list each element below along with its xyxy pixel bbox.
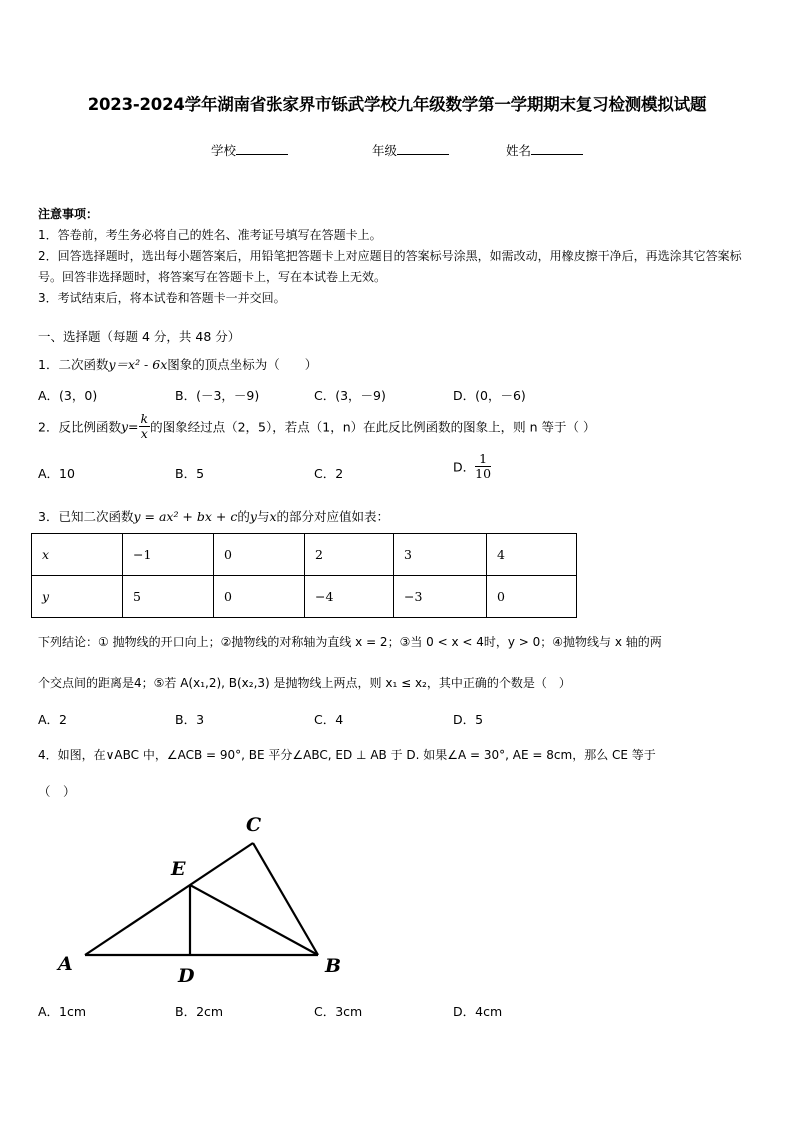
value-table: [31, 533, 577, 618]
table-cell: −4: [305, 576, 394, 618]
q4-option-d: D．4cm: [453, 1004, 503, 1019]
grade-label: 年级: [372, 143, 398, 158]
q2-option-d-fraction: $\frac{1}{10}$: [475, 451, 492, 481]
notes-heading: 注意事项：: [38, 207, 99, 221]
label-a: A: [58, 953, 73, 975]
label-d: D: [178, 965, 195, 987]
q3-prefix: 3．已知二次函数: [38, 509, 134, 524]
q1-option-a: A．(3，0): [38, 388, 98, 403]
label-c: C: [246, 814, 262, 836]
q1-prefix: 1．二次函数: [38, 357, 109, 372]
table-row: [32, 534, 577, 576]
q2-suffix: 的图象经过点（2，5），若点（1，n）在此反比例函数的图象上，则 n 等于（ ）: [150, 419, 596, 435]
page-title: 2023-2024学年湖南省张家界市铄武学校九年级数学第一学期期末复习检测模拟试题: [87, 95, 707, 114]
segment-ac: [85, 843, 253, 955]
q2-option-d: D． $\frac{1}{10}$: [453, 451, 492, 481]
table-row: [32, 576, 577, 618]
question-1: [38, 355, 317, 373]
q4-option-b: B．2cm: [175, 1004, 224, 1019]
table-cell: 0: [214, 576, 305, 618]
q2-option-a: A．10: [38, 466, 75, 481]
table-cell: −3: [394, 576, 487, 618]
note-item: 3．考试结束后，将本试卷和答题卡一并交回。: [38, 291, 286, 305]
question-4-answer-paren: （ ）: [38, 784, 76, 799]
q2-option-b: B．5: [175, 466, 205, 481]
q3-option-c: C．4: [314, 712, 344, 727]
question-4: 4．如图，在∨ABC 中，∠ACB = 90°, BE 平分∠ABC, ED ⊥ AB 于 D. 如果∠A = 30°, AE = 8cm，那么 CE 等于: [38, 748, 656, 762]
table-cell: 5: [123, 576, 214, 618]
q2-prefix: 2．反比例函数: [38, 419, 121, 435]
table-cell: y: [32, 576, 123, 618]
section-heading: 一、选择题（每题 4 分，共 48 分）: [38, 329, 241, 344]
q1-option-b: B．(－3，－9): [175, 388, 260, 403]
note-item: 2．回答选择题时，选出每小题答案后，用铅笔把答题卡上对应题目的答案标号涂黑，如需改动，用橡皮擦干净后，再选涂其它答案标号。回答非选择题时，将答案写在答题卡上，写在本试卷上无效。: [38, 249, 742, 284]
q2-fraction: $\frac{k}{x}$: [140, 411, 149, 441]
label-b: B: [325, 955, 342, 977]
q4-option-c: C．3cm: [314, 1004, 363, 1019]
triangle-figure: [50, 810, 350, 990]
notes-block: [38, 204, 758, 309]
name-label: 姓名: [506, 143, 532, 158]
question-3: 3．已知二次函数y = ax² + bx + c的y与x的部分对应值如表：: [38, 509, 390, 524]
q3-expr: y = ax² + bx + c: [133, 509, 238, 524]
note-item: 1．答卷前，考生务必将自己的姓名、准考证号填写在答题卡上。: [38, 228, 382, 242]
q3-conclusions-line-2: 个交点间的距离是4；⑤若 A(x₁,2), B(x₂,3) 是抛物线上两点，则 x₁ ≤ x₂，其中正确的个数是（ ）: [38, 676, 571, 690]
label-e: E: [171, 858, 186, 880]
school-blank: [236, 143, 288, 155]
grade-field: [372, 141, 449, 159]
grade-blank: [397, 143, 449, 155]
table-cell: −1: [123, 534, 214, 576]
table-cell: 0: [487, 576, 577, 618]
table-cell: 3: [394, 534, 487, 576]
q2-expr: y=: [120, 419, 139, 434]
table-cell: 4: [487, 534, 577, 576]
q1-option-c: C．(3，－9): [314, 388, 386, 403]
table-cell: x: [32, 534, 123, 576]
q1-suffix: 图象的顶点坐标为（ ）: [167, 357, 318, 372]
table-cell: 2: [305, 534, 394, 576]
q3-option-b: B．3: [175, 712, 205, 727]
q3-conclusions-line-1: 下列结论：① 抛物线的开口向上；②抛物线的对称轴为直线 x = 2；③当 0 < x < 4时，y > 0；④抛物线与 x 轴的两: [38, 635, 662, 649]
name-field: [506, 141, 583, 159]
q1-option-d: D．(0，－6): [453, 388, 526, 403]
name-blank: [531, 143, 583, 155]
q2-option-c: C．2: [314, 466, 344, 481]
q3-option-d: D．5: [453, 712, 484, 727]
school-label: 学校: [211, 143, 237, 158]
question-2: [38, 412, 595, 441]
table-cell: 0: [214, 534, 305, 576]
q4-option-a: A．1cm: [38, 1004, 87, 1019]
school-field: [211, 141, 288, 159]
q3-option-a: A．2: [38, 712, 68, 727]
q1-expr: y＝x² - 6x: [108, 357, 168, 372]
